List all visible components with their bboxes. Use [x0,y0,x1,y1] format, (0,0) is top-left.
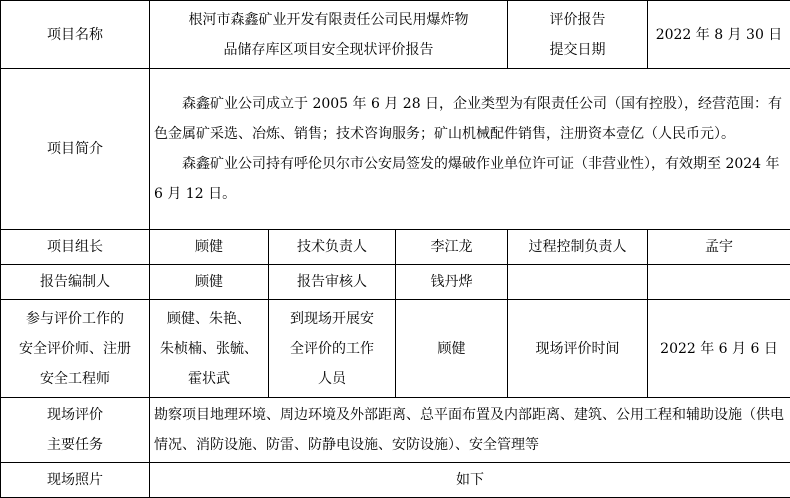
project-name-label: 项目名称 [1,1,150,69]
project-name-value [150,1,508,69]
main-tasks-label-line-2: 主要任务 [5,430,145,460]
row-site-photos [1,463,790,498]
project-leader-label: 项目组长 [1,230,150,265]
row-project-leader [1,230,790,265]
project-intro-paragraph-1: 森鑫矿业公司成立于 2005 年 6 月 28 日，企业类型为有限责任公司（国有控股），经营范围：有色金属矿采选、冶炼、销售；技术咨询服务；矿山机械配件销售，注册资本壹亿（人民币元）。 [154,89,786,149]
onsite-staff-label-line-1: 到现场开展安 [273,304,391,334]
report-author-value: 顾健 [150,265,269,300]
submit-date-value: 2022 年 8 月 30 日 [648,1,790,69]
participants-label-line-3: 安全工程师 [5,364,145,394]
empty-cell [508,265,648,300]
project-leader-value: 顾健 [150,230,269,265]
submit-date-label [508,1,648,69]
main-tasks-value: 勘察项目地理环境、周边环境及外部距离、总平面布置及内部距离、建筑、公用工程和辅助设施（供电情况、消防设施、防雷、防静电设施、安防设施）、安全管理等 [150,398,790,463]
tech-lead-label: 技术负责人 [269,230,396,265]
participants-names [150,300,269,398]
onsite-staff-label [269,300,396,398]
report-reviewer-label: 报告审核人 [269,265,396,300]
project-intro-paragraph-2: 森鑫矿业公司持有呼伦贝尔市公安局签发的爆破作业单位许可证（非营业性），有效期至 2024 年 6 月 12 日。 [154,149,786,209]
site-photos-label: 现场照片 [1,463,150,498]
main-tasks-label-line-1: 现场评价 [5,400,145,430]
participants-names-line-2: 朱桢楠、张毓、 [154,334,264,364]
report-author-label: 报告编制人 [1,265,150,300]
main-tasks-label [1,398,150,463]
project-name-line-1: 根河市森鑫矿业开发有限责任公司民用爆炸物 [154,5,503,35]
onsite-time-label: 现场评价时间 [508,300,648,398]
submit-date-label-line-1: 评价报告 [512,5,643,35]
onsite-staff-label-line-3: 人员 [273,364,391,394]
onsite-staff-value: 顾健 [396,300,508,398]
row-report-author [1,265,790,300]
participants-label-line-1: 参与评价工作的 [5,304,145,334]
project-name-line-2: 品储存库区项目安全现状评价报告 [154,35,503,65]
site-photos-value: 如下 [150,463,790,498]
participants-names-line-3: 霍状武 [154,364,264,394]
onsite-time-value: 2022 年 6 月 6 日 [648,300,790,398]
submit-date-label-line-2: 提交日期 [512,35,643,65]
project-intro-label: 项目简介 [1,69,150,230]
row-project-intro [1,69,790,230]
row-main-tasks [1,398,790,463]
empty-cell [648,265,790,300]
participants-names-line-1: 顾健、朱艳、 [154,304,264,334]
project-intro-value [150,69,790,230]
participants-label [1,300,150,398]
onsite-staff-label-line-2: 全评价的工作 [273,334,391,364]
process-control-label: 过程控制负责人 [508,230,648,265]
process-control-value: 孟宇 [648,230,790,265]
report-reviewer-value: 钱丹烨 [396,265,508,300]
row-project-name [1,1,790,69]
tech-lead-value: 李江龙 [396,230,508,265]
participants-label-line-2: 安全评价师、注册 [5,334,145,364]
row-participants [1,300,790,398]
